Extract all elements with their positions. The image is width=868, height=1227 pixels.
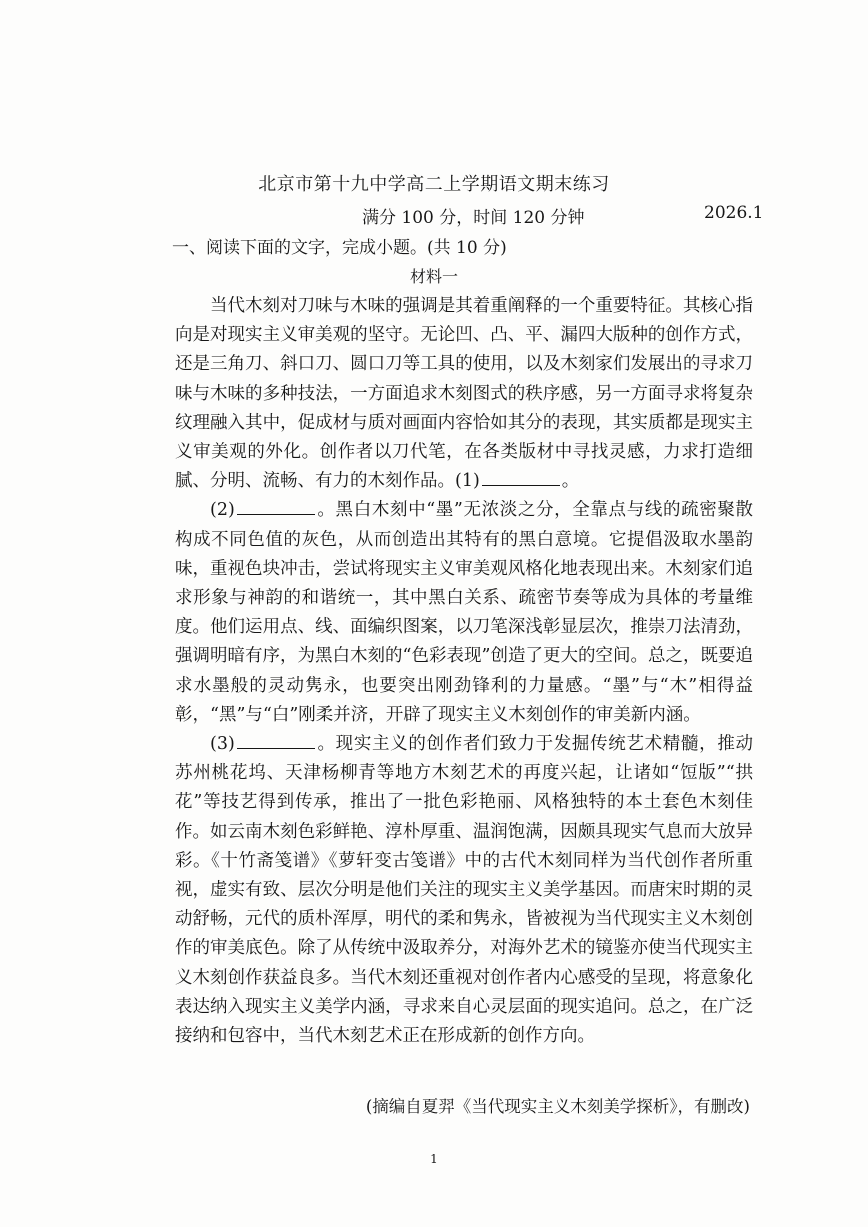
- section-heading: 一、阅读下面的文字，完成小题。(共 10 分): [172, 238, 507, 258]
- exam-info-line: [0, 203, 868, 229]
- paragraph-3-text: 。现实主义的创作者们致力于发掘传统艺术精髓，推动苏州桃花坞、天津杨柳青等地方木刻艺术的再度兴起，让诸如“饾版”“拱花”等技艺得到传承，推出了一批色彩艳丽、风格独特的本土套色木刻佳作。如云南木刻色彩鲜艳、淳朴厚重、温润饱满，因颇具现实气息而大放异彩。《十竹斋笺谱》《萝轩变古笺谱》中的古代木刻同样为当代创作者所重视，虚实有致、层次分明是他们关注的现实主义美学基因。而唐宋时期的灵动舒畅，元代的质朴浑厚，明代的柔和隽永，皆被视为当代现实主义木刻创作的审美底色。除了从传统中汲取养分，对海外艺术的镜鉴亦使当代现实主义木刻创作获益良多。当代木刻还重视对创作者内心感受的呈现，将意象化表达纳入现实主义美学内涵，寻求来自心灵层面的现实追问。总之，在广泛接纳和包容中，当代木刻艺术正在形成新的创作方向。: [175, 734, 753, 1047]
- answer-blank-1: [482, 469, 560, 486]
- exam-title: 北京市第十九中学高二上学期语文期末练习: [258, 174, 610, 195]
- paragraph-3: [175, 730, 753, 1051]
- answer-blank-3: [237, 732, 315, 749]
- paragraph-2-text: 。黑白木刻中“墨”无浓淡之分，全靠点与线的疏密聚散构成不同色值的灰色，从而创造出其特有的黑白意境。它提倡汲取水墨韵味，重视色块冲击，尝试将现实主义审美观风格化地表现出来。木刻家们追求形象与神韵的和谐统一，其中黑白关系、疏密节奏等成为具体的考量维度。他们运用点、线、面编织图案，以刀笔深浅彰显层次，推崇刀法清劲，强调明暗有序，为黑白木刻的“色彩表现”创造了更大的空间。总之，既要追求水墨般的灵动隽永，也要突出刚劲锋利的力量感。“墨”与“木”相得益彰，“黑”与“白”刚柔并济，开辟了现实主义木刻创作的审美新内涵。: [175, 500, 753, 725]
- paragraph-2: [175, 496, 753, 730]
- paragraph-2-marker: (2): [210, 500, 235, 521]
- material-title: 材料一: [409, 267, 458, 286]
- reading-passage: [175, 292, 753, 1051]
- paragraph-1: [175, 292, 753, 496]
- paragraph-1-text: 当代木刻对刀味与木味的强调是其着重阐释的一个重要特征。其核心指向是对现实主义审美观的坚守。无论凹、凸、平、漏四大版种的创作方式，还是三角刀、斜口刀、圆口刀等工具的使用，以及木刻家们发展出的寻求刀味与木味的多种技法，一方面追求木刻图式的秩序感，另一方面寻求将复杂纹理融入其中，促成材与质对画面内容恰如其分的表现，其实质都是现实主义审美观的外化。创作者以刀代笔，在各类版材中寻找灵感，力求打造细腻、分明、流畅、有力的木刻作品。(1): [175, 296, 753, 492]
- paragraph-1-end: 。: [561, 471, 580, 492]
- page-number: 1: [430, 1152, 438, 1166]
- source-citation: (摘编自夏羿《当代现实主义木刻美学探析》，有删改): [365, 1097, 750, 1116]
- exam-date: 2026.1: [704, 203, 764, 223]
- answer-blank-2: [237, 498, 315, 515]
- score-time-info: 满分 100 分，时间 120 分钟: [362, 208, 585, 228]
- paragraph-3-marker: (3): [210, 734, 235, 755]
